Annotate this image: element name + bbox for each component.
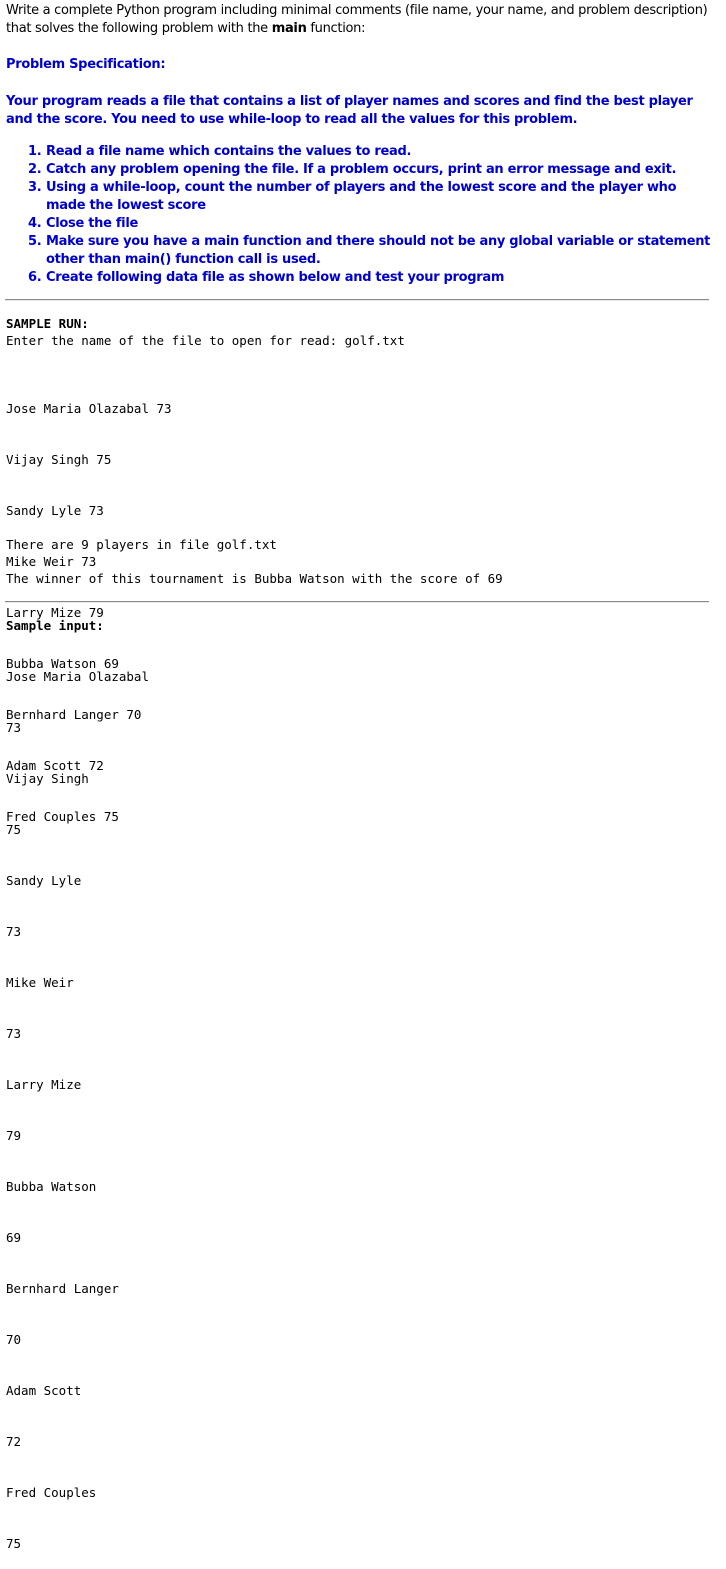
requirement-text: Close the file [46, 216, 139, 231]
requirement-item [28, 215, 718, 233]
requirement-number: 4. [28, 216, 42, 231]
requirement-number: 3. [28, 180, 42, 195]
input-line: 73 [6, 1026, 22, 1041]
input-line: Adam Scott [6, 1383, 82, 1398]
input-line: 75 [6, 1536, 22, 1551]
requirement-item [28, 269, 718, 287]
input-line: Bubba Watson [6, 1179, 97, 1194]
input-line: Mike Weir [6, 975, 74, 990]
requirement-item [28, 233, 718, 269]
requirement-text: Using a while-loop, count the number of players and the lowest score and the player who made the lowest score [46, 180, 677, 213]
intro-text-end: function: [306, 21, 366, 36]
winner-line: The winner of this tournament is Bubba Watson with the score of 69 [6, 571, 503, 586]
input-line: 79 [6, 1128, 22, 1143]
requirement-text: Read a file name which contains the values to read. [46, 144, 412, 159]
sample-input-lines [6, 634, 149, 1569]
player-score-line: Sandy Lyle 73 [6, 503, 104, 518]
requirement-item [28, 179, 718, 215]
problem-spec-heading: Problem Specification: [6, 57, 166, 72]
sample-input-label: Sample input: [6, 618, 104, 633]
requirement-number: 1. [28, 144, 42, 159]
requirement-text: Create following data file as shown below and test your program [46, 270, 505, 285]
input-line: Larry Mize [6, 1077, 82, 1092]
requirement-text: Catch any problem opening the file. If a problem occurs, print an error message and exit. [46, 162, 677, 177]
sample-run-prompt: Enter the name of the file to open for read: golf.txt [6, 333, 405, 348]
player-score-line: Mike Weir 73 [6, 554, 97, 569]
player-score-line: Fred Couples 75 [6, 809, 119, 824]
player-count-line: There are 9 players in file golf.txt [6, 537, 277, 552]
input-line: 69 [6, 1230, 22, 1245]
requirement-item [28, 143, 718, 161]
requirements-list [28, 143, 718, 287]
input-line: Jose Maria Olazabal [6, 669, 149, 684]
input-line: 73 [6, 720, 22, 735]
input-line: 72 [6, 1434, 22, 1449]
requirement-number: 5. [28, 234, 42, 249]
input-line: Vijay Singh [6, 771, 89, 786]
intro-text-start: Write a complete Python program including minimal comments (file name, your name, and problem description) that solves the following problem with the [6, 3, 708, 36]
input-line: Sandy Lyle [6, 873, 82, 888]
sample-run-label: SAMPLE RUN: [6, 316, 89, 331]
input-line: Fred Couples [6, 1485, 97, 1500]
player-score-line: Adam Scott 72 [6, 758, 104, 773]
player-score-line: Vijay Singh 75 [6, 452, 112, 467]
input-line: 70 [6, 1332, 22, 1347]
requirement-text: Make sure you have a main function and there should not be any global variable or statement other than main() function call is used. [46, 234, 711, 267]
requirement-item [28, 161, 718, 179]
player-score-line: Jose Maria Olazabal 73 [6, 401, 172, 416]
player-score-line: Bubba Watson 69 [6, 656, 119, 671]
player-score-line: Larry Mize 79 [6, 605, 104, 620]
sample-input-header [6, 617, 104, 634]
problem-spec-description: Your program reads a file that contains a list of player names and scores and find the best player and the score. You need to use while-loop to read all the values for this problem. [6, 94, 693, 127]
player-score-line: Bernhard Langer 70 [6, 707, 142, 722]
assignment-intro [6, 2, 718, 38]
input-line: 73 [6, 924, 22, 939]
requirement-number: 6. [28, 270, 42, 285]
requirement-number: 2. [28, 162, 42, 177]
section-divider [5, 601, 709, 603]
input-line: Bernhard Langer [6, 1281, 119, 1296]
input-line: 75 [6, 822, 22, 837]
intro-main-keyword: main [271, 21, 307, 36]
sample-run-header [6, 315, 89, 332]
section-divider [5, 299, 709, 301]
